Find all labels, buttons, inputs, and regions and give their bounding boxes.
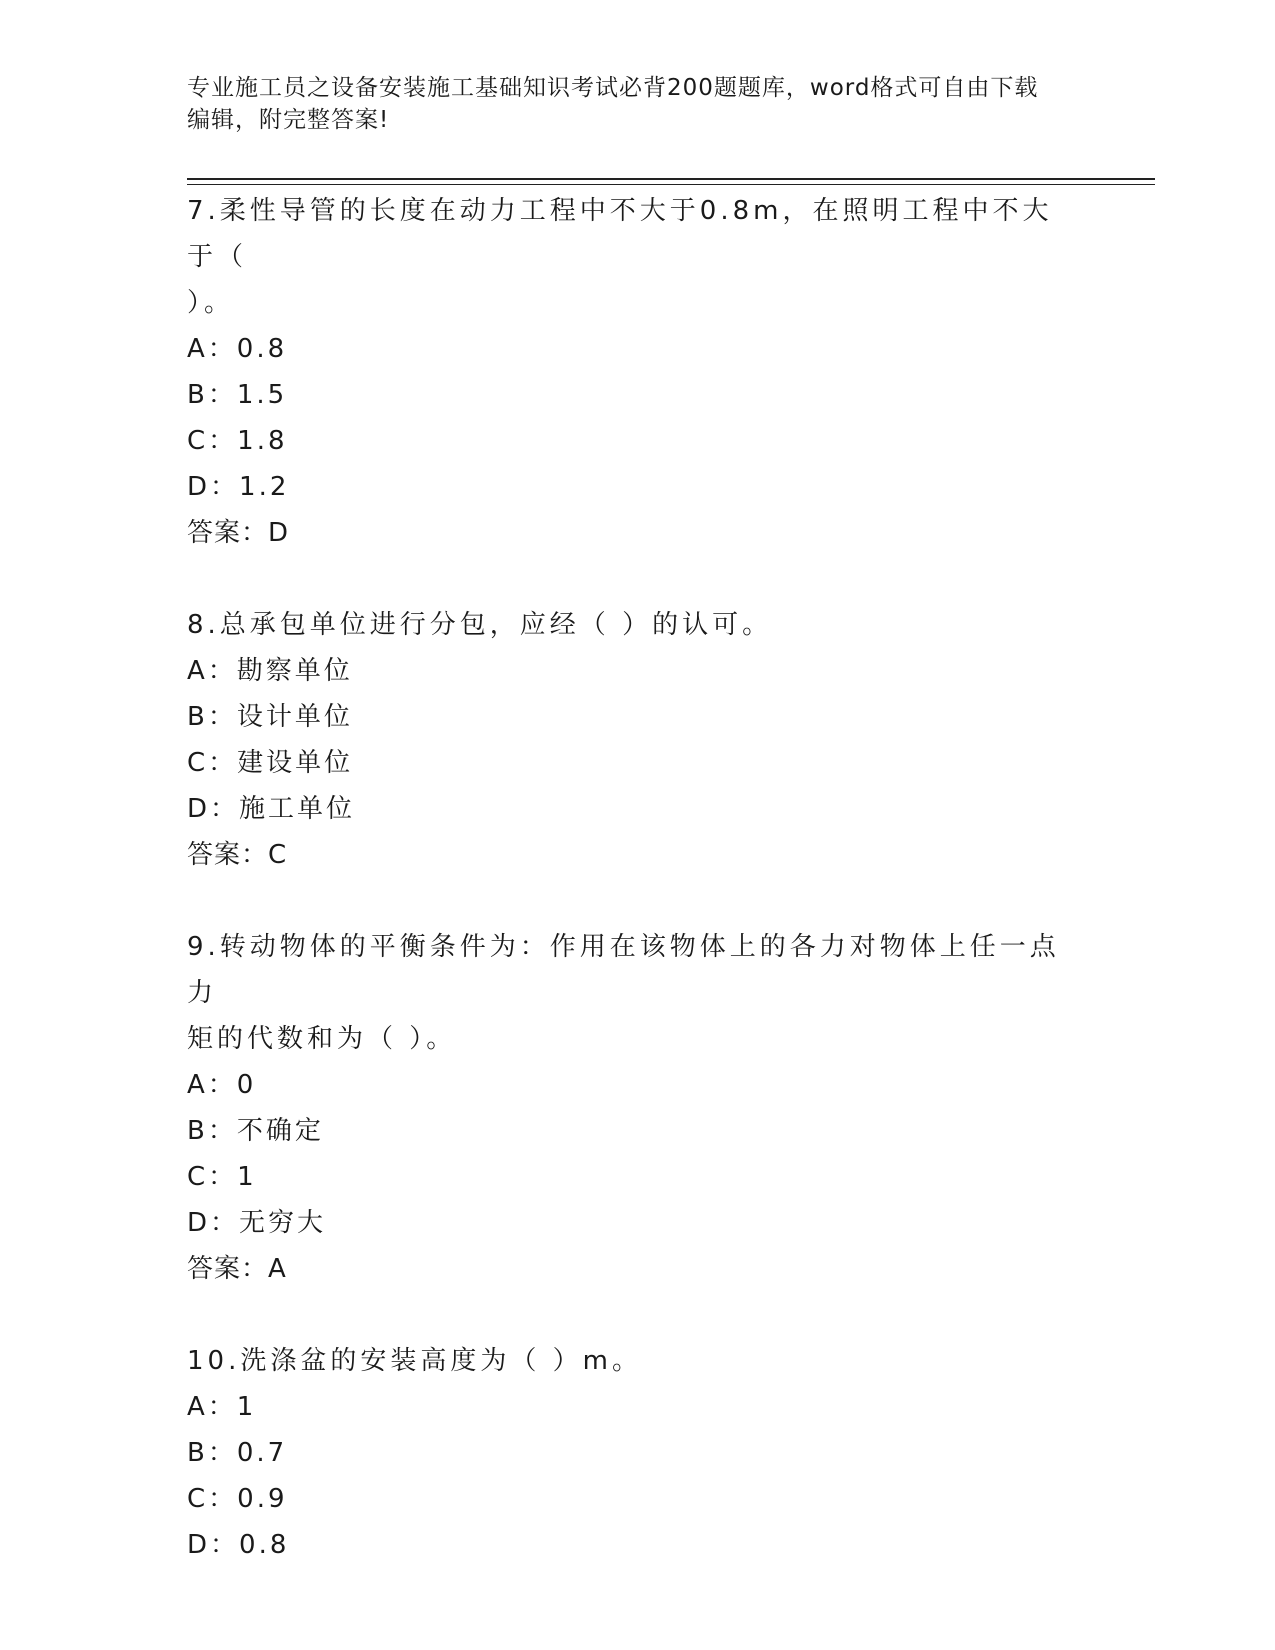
option-d: D：施工单位 bbox=[187, 794, 356, 824]
question-list bbox=[187, 188, 1067, 1568]
option-c: C：0.9 bbox=[187, 1484, 288, 1514]
spacer bbox=[187, 878, 1067, 924]
answer: 答案：C bbox=[187, 840, 288, 870]
option-c: C：1.8 bbox=[187, 426, 288, 456]
option-c: C：1 bbox=[187, 1162, 257, 1192]
spacer bbox=[187, 556, 1067, 602]
question-text-continued: 矩的代数和为（ ）。 bbox=[187, 1024, 457, 1054]
option-d: D：0.8 bbox=[187, 1530, 290, 1560]
header-line-2: 编辑，附完整答案! bbox=[187, 107, 390, 133]
question-text: 7.柔性导管的长度在动力工程中不大于0.8m，在照明工程中不大于（ bbox=[187, 196, 1053, 272]
question-text: 10.洗涤盆的安装高度为（ ）m。 bbox=[187, 1346, 642, 1376]
question-10 bbox=[187, 1338, 1067, 1568]
option-a: A：勘察单位 bbox=[187, 656, 353, 686]
option-c: C：建设单位 bbox=[187, 748, 354, 778]
header-divider-thin bbox=[187, 184, 1155, 185]
answer: 答案：D bbox=[187, 518, 290, 548]
option-b: B：1.5 bbox=[187, 380, 288, 410]
header-line-1: 专业施工员之设备安装施工基础知识考试必背200题题库，word格式可自由下载 bbox=[187, 75, 1039, 101]
question-text-continued: ）。 bbox=[187, 288, 235, 318]
question-8 bbox=[187, 602, 1067, 878]
header-divider-thick bbox=[187, 178, 1155, 180]
document-header bbox=[187, 72, 1087, 136]
option-a: A：0.8 bbox=[187, 334, 288, 364]
question-text: 8.总承包单位进行分包，应经（ ）的认可。 bbox=[187, 610, 773, 640]
option-b: B：不确定 bbox=[187, 1116, 324, 1146]
option-d: D：无穷大 bbox=[187, 1208, 327, 1238]
option-b: B：0.7 bbox=[187, 1438, 288, 1468]
question-9 bbox=[187, 924, 1067, 1292]
option-d: D：1.2 bbox=[187, 472, 290, 502]
question-7 bbox=[187, 188, 1067, 556]
answer: 答案：A bbox=[187, 1254, 287, 1284]
question-text: 9.转动物体的平衡条件为：作用在该物体上的各力对物体上任一点力 bbox=[187, 932, 1060, 1008]
option-a: A：0 bbox=[187, 1070, 257, 1100]
spacer bbox=[187, 1292, 1067, 1338]
option-a: A：1 bbox=[187, 1392, 257, 1422]
option-b: B：设计单位 bbox=[187, 702, 353, 732]
